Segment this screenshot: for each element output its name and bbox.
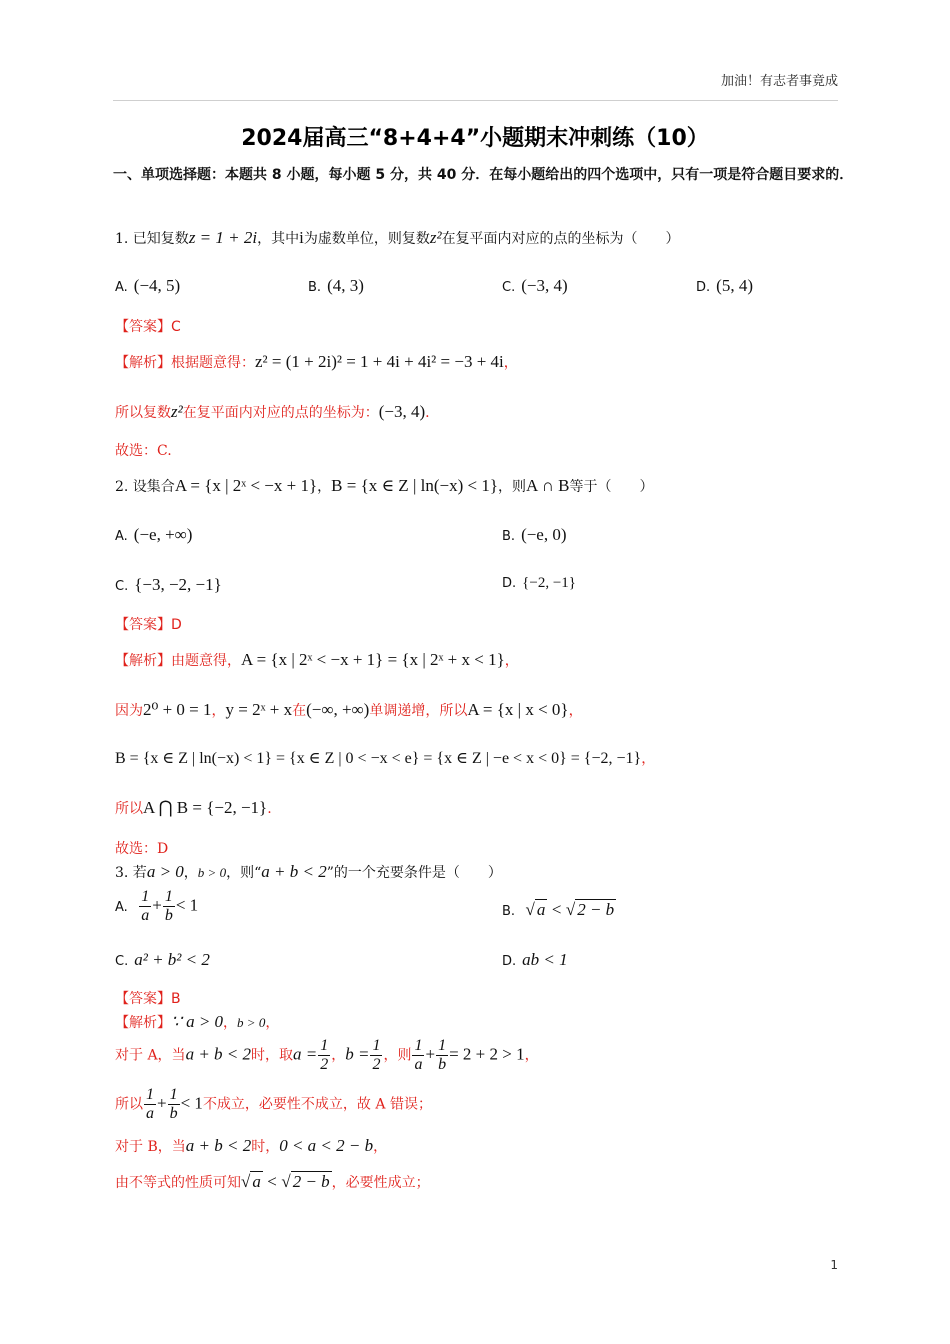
option-label: C. bbox=[115, 579, 129, 594]
analysis-math: (−∞, +∞) bbox=[306, 700, 370, 719]
answer-value: B bbox=[171, 991, 181, 1007]
analysis-text: ， bbox=[223, 1015, 238, 1031]
sqrt-sign: √ bbox=[241, 1172, 251, 1191]
analysis-text: 因为 bbox=[115, 703, 143, 719]
analysis-math: A = {x | 2ˣ < −x + 1} = {x | 2ˣ + x < 1} bbox=[241, 650, 505, 669]
analysis-end: ， bbox=[568, 703, 583, 719]
sqrt-sign: √ bbox=[565, 900, 576, 919]
q3-analysis-line-3 bbox=[115, 1086, 432, 1123]
analysis-end: ， bbox=[504, 653, 519, 669]
analysis-end: . bbox=[425, 405, 430, 421]
q2-option-a bbox=[115, 525, 192, 545]
numerator: 1 bbox=[146, 1086, 154, 1103]
q1-text-2: ，其中 bbox=[257, 231, 300, 247]
analysis-text: 在复平面内对应的点的坐标为： bbox=[182, 405, 379, 421]
q1-math-i: i bbox=[299, 228, 304, 247]
analysis-math: ∵ a > 0 bbox=[171, 1012, 224, 1031]
numerator: 1 bbox=[141, 888, 150, 905]
q3-text-3: ，则“ bbox=[226, 865, 262, 881]
analysis-text: 由不等式的性质可知 bbox=[115, 1175, 241, 1191]
q3-analysis-line-1 bbox=[115, 1012, 279, 1032]
analysis-math: 2⁰ + 0 = 1 bbox=[143, 700, 212, 719]
analysis-math: b > 0 bbox=[237, 1015, 266, 1030]
denominator: a bbox=[146, 1105, 154, 1122]
q2-math-b: B = {x ∈ Z | ln(−x) < 1} bbox=[331, 476, 498, 495]
option-value: {−3, −2, −1} bbox=[134, 575, 222, 594]
plus-sign: + bbox=[157, 1093, 167, 1113]
numerator: 1 bbox=[372, 1037, 381, 1054]
q3-analysis-line-5 bbox=[115, 1172, 430, 1192]
q3-text-1: 3. 若 bbox=[115, 865, 147, 881]
q3-option-b bbox=[502, 900, 616, 920]
q1-answer bbox=[115, 316, 181, 336]
q3-analysis-line-2 bbox=[115, 1037, 539, 1074]
q1-option-a bbox=[115, 276, 180, 296]
sqrt-2-minus-b: 2 − b bbox=[292, 1172, 330, 1191]
answer-tag: 【答案】 bbox=[115, 991, 171, 1007]
denominator: 2 bbox=[320, 1056, 329, 1073]
sqrt-a: a bbox=[252, 1172, 261, 1191]
q1-math-z: z = 1 + 2i bbox=[188, 228, 258, 247]
q3-option-a bbox=[115, 888, 198, 925]
sqrt-sign: √ bbox=[281, 1172, 291, 1191]
numerator: 1 bbox=[164, 888, 173, 905]
option-value: ab < 1 bbox=[522, 950, 568, 969]
less-than: < bbox=[551, 900, 562, 919]
less-than: < bbox=[267, 1172, 277, 1191]
option-value: (−4, 5) bbox=[133, 276, 181, 295]
q3-analysis-line-4 bbox=[115, 1136, 387, 1156]
q1-conclusion: 故选：C. bbox=[115, 443, 172, 459]
question-3 bbox=[115, 862, 502, 882]
numerator: 1 bbox=[169, 1086, 178, 1103]
option-label: B. bbox=[502, 529, 516, 544]
analysis-text: 在 bbox=[292, 703, 307, 719]
analysis-text: 由题意得， bbox=[171, 653, 241, 669]
analysis-math: < 1 bbox=[180, 1093, 203, 1113]
option-label: A. bbox=[115, 529, 128, 544]
q3-math-sum: a + b < 2 bbox=[261, 862, 327, 881]
analysis-math: y = 2ˣ + x bbox=[225, 700, 293, 719]
q2-analysis-line-1 bbox=[115, 650, 519, 670]
q1-text-4: 在复平面内对应的点的坐标为（ ） bbox=[441, 231, 680, 247]
analysis-math: b = bbox=[345, 1044, 370, 1064]
denominator: b bbox=[438, 1056, 447, 1073]
denominator: b bbox=[169, 1105, 178, 1122]
denominator: 2 bbox=[372, 1056, 381, 1073]
fraction-1-over-b bbox=[168, 1086, 180, 1123]
header-divider bbox=[113, 100, 838, 101]
q2-text-4: 等于（ ） bbox=[569, 479, 654, 495]
answer-tag: 【答案】 bbox=[115, 319, 171, 335]
option-label: C. bbox=[115, 954, 129, 969]
analysis-math: a = bbox=[293, 1044, 318, 1064]
option-label: C. bbox=[502, 280, 516, 295]
option-value: (−e, +∞) bbox=[133, 525, 193, 544]
analysis-tag: 【解析】 bbox=[115, 653, 171, 669]
option-label: B. bbox=[502, 904, 516, 919]
analysis-math: (−3, 4) bbox=[378, 402, 426, 421]
option-value: (−3, 4) bbox=[521, 276, 568, 295]
q2-option-c bbox=[115, 575, 222, 595]
plus-sign: + bbox=[425, 1044, 436, 1064]
analysis-text: ， bbox=[331, 1047, 346, 1064]
header-motto: 加油！有志者事竟成 bbox=[720, 74, 838, 89]
option-value: (4, 3) bbox=[327, 276, 364, 295]
q1-option-b bbox=[308, 276, 364, 296]
analysis-math: A = {x | x < 0} bbox=[467, 700, 569, 719]
fraction-1-over-b bbox=[163, 888, 175, 925]
q2-option-b bbox=[502, 525, 567, 545]
q3-option-d bbox=[502, 950, 568, 970]
q1-text-1: 1. 已知复数 bbox=[115, 231, 189, 247]
analysis-math: a + b < 2 bbox=[185, 1136, 252, 1155]
section-heading: 一、单项选择题：本题共 8 小题，每小题 5 分，共 40 分．在每小题给出的四个选项中，只有一项是符合题目要求的． bbox=[113, 167, 854, 183]
analysis-text: 时， bbox=[251, 1139, 280, 1155]
q2-analysis-line-2 bbox=[115, 700, 583, 720]
fraction-1-over-2 bbox=[370, 1037, 382, 1074]
numerator: 1 bbox=[414, 1037, 423, 1054]
option-value: {−2, −1} bbox=[522, 575, 576, 591]
option-label: D. bbox=[502, 954, 517, 969]
analysis-math: z² = (1 + 2i)² = 1 + 4i + 4i² = −3 + 4i bbox=[255, 352, 504, 371]
answer-value: C bbox=[171, 319, 181, 335]
q3-text-2: ， bbox=[183, 865, 198, 881]
page-title: 2024届高三“8+4+4”小题期末冲刺练（10） bbox=[241, 126, 709, 151]
question-1 bbox=[115, 228, 680, 248]
analysis-end: ， bbox=[265, 1015, 280, 1031]
q1-analysis-line-2 bbox=[115, 402, 430, 422]
option-label: D. bbox=[502, 576, 517, 591]
answer-tag: 【答案】 bbox=[115, 617, 171, 633]
analysis-math: a + b < 2 bbox=[185, 1044, 252, 1064]
option-label: B. bbox=[308, 280, 322, 295]
analysis-text: 不成立，必要性不成立，故 A 错误； bbox=[202, 1096, 432, 1113]
denominator: a bbox=[414, 1056, 423, 1073]
q2-option-d bbox=[502, 575, 576, 592]
analysis-text: ，必要性成立； bbox=[331, 1175, 430, 1191]
option-label: D. bbox=[696, 280, 711, 295]
q2-analysis-line-3 bbox=[115, 748, 655, 768]
q1-option-d bbox=[696, 276, 753, 296]
q2-math-a: A = {x | 2ˣ < −x + 1} bbox=[174, 476, 318, 495]
analysis-text: 时，取 bbox=[251, 1047, 294, 1064]
numerator: 1 bbox=[438, 1037, 447, 1054]
q2-text-1: 2. 设集合 bbox=[115, 479, 175, 495]
numerator: 1 bbox=[320, 1037, 329, 1054]
analysis-text: 对于 B，当 bbox=[115, 1139, 186, 1155]
option-label: A. bbox=[115, 899, 128, 915]
q1-text-3: 为虚数单位，则复数 bbox=[303, 231, 430, 247]
q2-conclusion: 故选：D bbox=[115, 841, 169, 857]
option-value: (−e, 0) bbox=[521, 525, 567, 544]
q1-option-c bbox=[502, 276, 568, 296]
option-value: (5, 4) bbox=[716, 276, 753, 295]
q3-math-a: a > 0 bbox=[146, 862, 184, 881]
denominator: b bbox=[164, 907, 173, 924]
analysis-text: 对于 A，当 bbox=[115, 1047, 186, 1064]
page-number: 1 bbox=[830, 1258, 838, 1272]
analysis-end: ， bbox=[641, 751, 656, 767]
analysis-text: ， bbox=[211, 703, 226, 719]
fraction-1-over-2 bbox=[318, 1037, 330, 1074]
analysis-text: 所以 bbox=[115, 1096, 143, 1113]
q2-math-ab: A ∩ B bbox=[525, 476, 570, 495]
analysis-end: ， bbox=[503, 355, 518, 371]
plus-sign: + bbox=[152, 895, 162, 915]
analysis-text: 所以 bbox=[115, 801, 143, 817]
q2-analysis-line-4 bbox=[115, 798, 272, 818]
analysis-end: ， bbox=[373, 1139, 388, 1155]
q3-answer bbox=[115, 988, 181, 1008]
q1-analysis-line-1 bbox=[115, 352, 518, 372]
option-label: A. bbox=[115, 280, 128, 295]
analysis-text: 根据题意得： bbox=[171, 355, 255, 371]
analysis-end: ， bbox=[524, 1047, 539, 1064]
analysis-tag: 【解析】 bbox=[115, 1015, 171, 1031]
analysis-math: z² bbox=[171, 402, 183, 421]
analysis-text: 所以复数 bbox=[115, 405, 171, 421]
analysis-tag: 【解析】 bbox=[115, 355, 171, 371]
q3-math-b: b > 0 bbox=[197, 865, 227, 880]
q2-answer bbox=[115, 614, 182, 634]
q2-text-2: ， bbox=[317, 479, 332, 495]
sqrt-2-minus-b: 2 − b bbox=[577, 900, 615, 919]
fraction-1-over-a bbox=[139, 888, 151, 925]
option-value: < 1 bbox=[175, 895, 199, 915]
sqrt-a: a bbox=[536, 900, 546, 919]
fraction-1-over-a bbox=[412, 1037, 424, 1074]
analysis-text: 单调递增，所以 bbox=[369, 703, 468, 719]
denominator: a bbox=[141, 907, 150, 924]
analysis-math: = 2 + 2 > 1 bbox=[449, 1044, 525, 1064]
q3-option-c bbox=[115, 950, 210, 970]
fraction-1-over-a bbox=[144, 1086, 156, 1123]
analysis-text: ，则 bbox=[383, 1047, 412, 1064]
q1-math-z2: z² bbox=[429, 228, 442, 247]
question-2 bbox=[115, 476, 653, 496]
analysis-math: B = {x ∈ Z | ln(−x) < 1} = {x ∈ Z | 0 < −x < e} = {x ∈ Z | −e < x < 0} = {−2, −1} bbox=[115, 750, 642, 767]
analysis-math: A ⋂ B = {−2, −1} bbox=[143, 798, 268, 817]
answer-value: D bbox=[171, 617, 182, 633]
sqrt-sign: √ bbox=[525, 900, 535, 919]
analysis-end: . bbox=[267, 801, 272, 817]
q3-text-4: ”的一个充要条件是（ ） bbox=[326, 865, 502, 881]
analysis-math: 0 < a < 2 − b bbox=[279, 1136, 374, 1155]
option-value: a² + b² < 2 bbox=[134, 950, 210, 969]
fraction-1-over-b bbox=[436, 1037, 448, 1074]
q2-text-3: ，则 bbox=[497, 479, 526, 495]
